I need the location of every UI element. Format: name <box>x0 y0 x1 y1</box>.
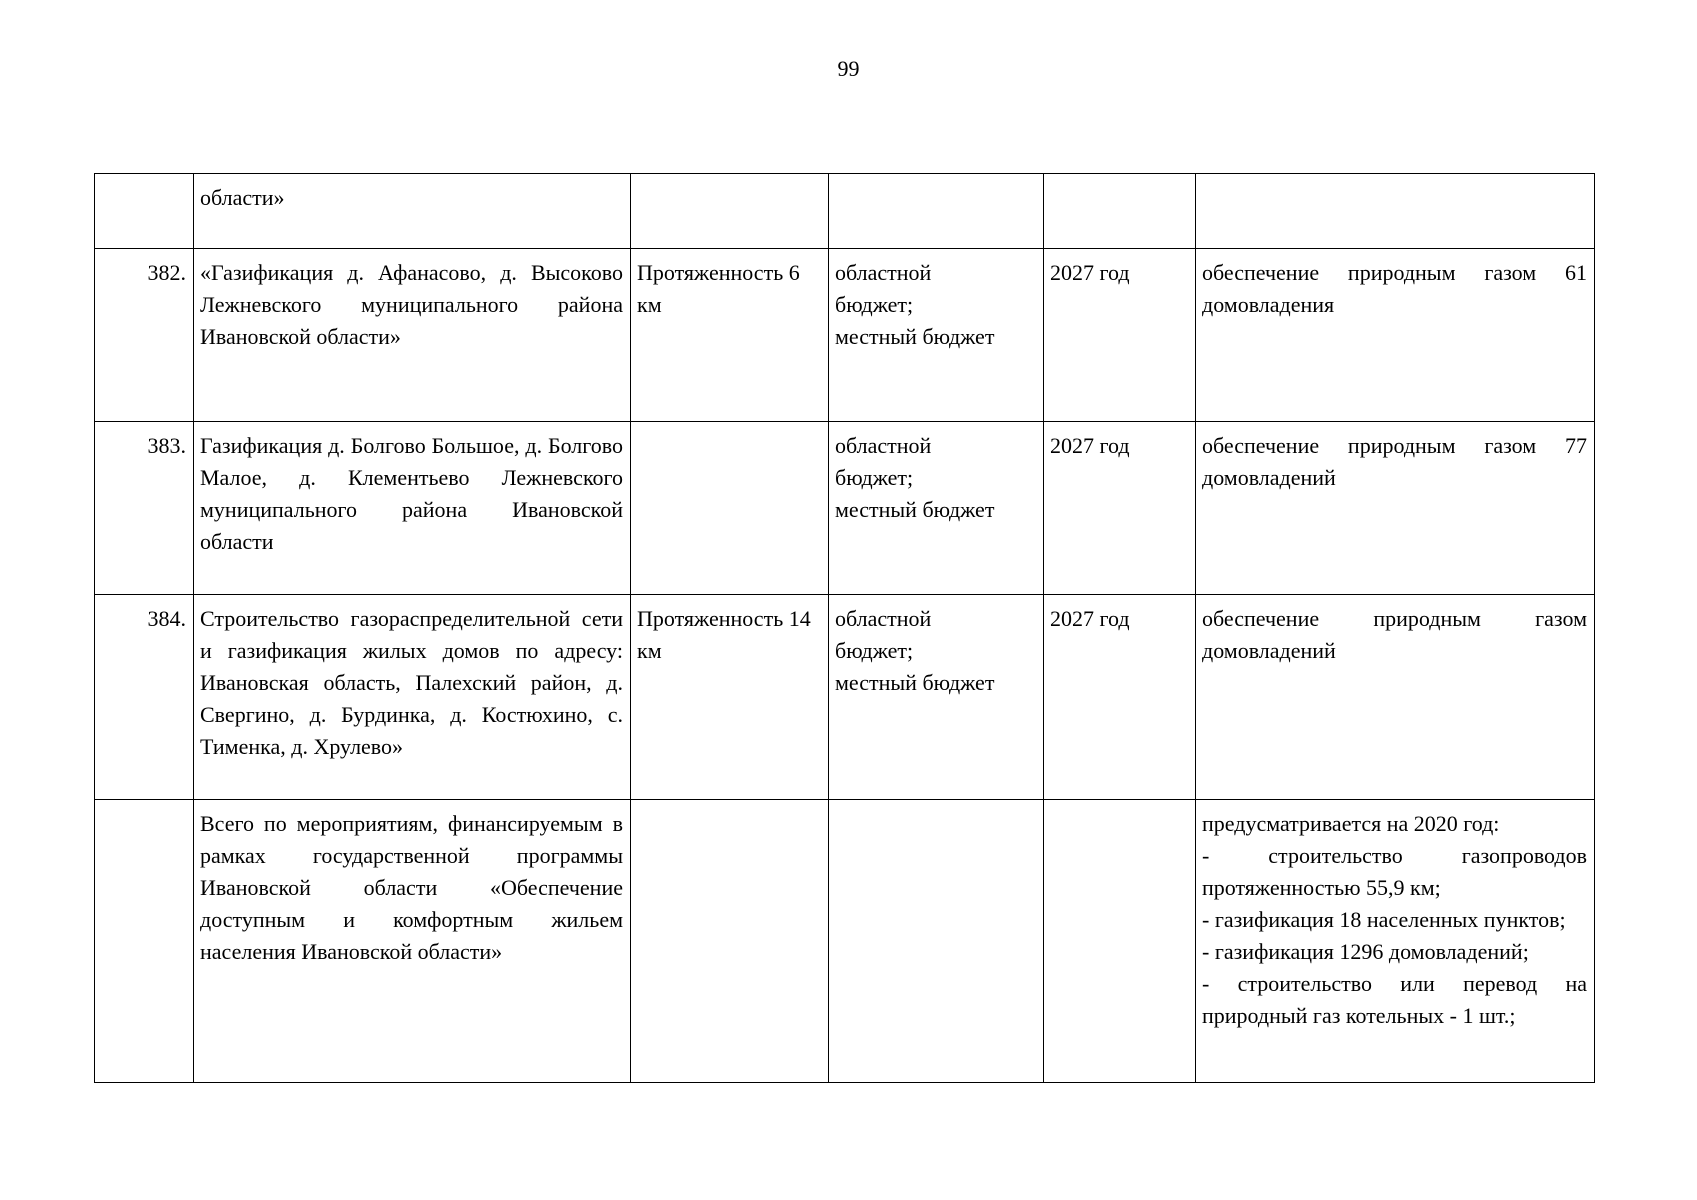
table-row <box>95 174 1595 249</box>
funding-line: местный бюджет <box>835 324 995 349</box>
result-cell: обеспечение природным газом 61 домовладения <box>1196 249 1595 422</box>
row-number: 383. <box>95 422 194 595</box>
indicator-cell <box>631 422 829 595</box>
funding-source-cell <box>829 595 1044 800</box>
funding-line: областной <box>835 606 932 631</box>
result-cell: обеспечение природным газом 77 домовладений <box>1196 422 1595 595</box>
gasification-table <box>94 173 1595 1083</box>
row-number <box>95 800 194 1083</box>
event-name: области» <box>194 174 631 249</box>
period-cell: 2027 год <box>1044 422 1196 595</box>
table-row-total <box>95 800 1595 1083</box>
funding-line: бюджет; <box>835 638 914 663</box>
funding-source-cell <box>829 249 1044 422</box>
funding-source-cell <box>829 422 1044 595</box>
result-line: - строительство газопроводов протяженностью 55,9 км; <box>1202 843 1587 900</box>
funding-line: бюджет; <box>835 292 914 317</box>
funding-line: областной <box>835 260 932 285</box>
indicator-cell <box>631 174 829 249</box>
event-name: «Газификация д. Афанасово, д. Высоково Лежневского муниципального района Ивановской области» <box>194 249 631 422</box>
row-number: 382. <box>95 249 194 422</box>
funding-line: областной <box>835 433 932 458</box>
period-cell: 2027 год <box>1044 595 1196 800</box>
result-cell <box>1196 174 1595 249</box>
event-name: Газификация д. Болгово Большое, д. Болгово Малое, д. Клементьево Лежневского муниципального района Ивановской области <box>194 422 631 595</box>
result-line: предусматривается на 2020 год: <box>1202 811 1500 836</box>
event-name: Строительство газораспределительной сети и газификация жилых домов по адресу: Ивановская область, Палехский район, д. Свергино, д. Бурдинка, д. Костюхино, с. Тименка, д. Хрулево» <box>194 595 631 800</box>
period-cell <box>1044 800 1196 1083</box>
result-line: - газификация 18 населенных пунктов; <box>1202 907 1566 932</box>
indicator-cell: Протяженность 6 км <box>631 249 829 422</box>
funding-source-cell <box>829 174 1044 249</box>
table-row <box>95 422 1595 595</box>
result-cell: обеспечение природным газом домовладений <box>1196 595 1595 800</box>
total-name: Всего по мероприятиям, финансируемым в рамках государственной программы Ивановской области «Обеспечение доступным и комфортным жильем населения Ивановской области» <box>194 800 631 1083</box>
funding-line: местный бюджет <box>835 670 995 695</box>
result-line: - строительство или перевод на природный газ котельных - 1 шт.; <box>1202 971 1587 1028</box>
period-cell <box>1044 174 1196 249</box>
table-row <box>95 595 1595 800</box>
page-number: 99 <box>837 56 860 81</box>
row-number: 384. <box>95 595 194 800</box>
indicator-cell <box>631 800 829 1083</box>
period-cell: 2027 год <box>1044 249 1196 422</box>
result-line: - газификация 1296 домовладений; <box>1202 939 1529 964</box>
total-result-cell <box>1196 800 1595 1083</box>
funding-line: бюджет; <box>835 465 914 490</box>
table-row <box>95 249 1595 422</box>
funding-line: местный бюджет <box>835 497 995 522</box>
indicator-cell: Протяженность 14 км <box>631 595 829 800</box>
row-number <box>95 174 194 249</box>
funding-source-cell <box>829 800 1044 1083</box>
